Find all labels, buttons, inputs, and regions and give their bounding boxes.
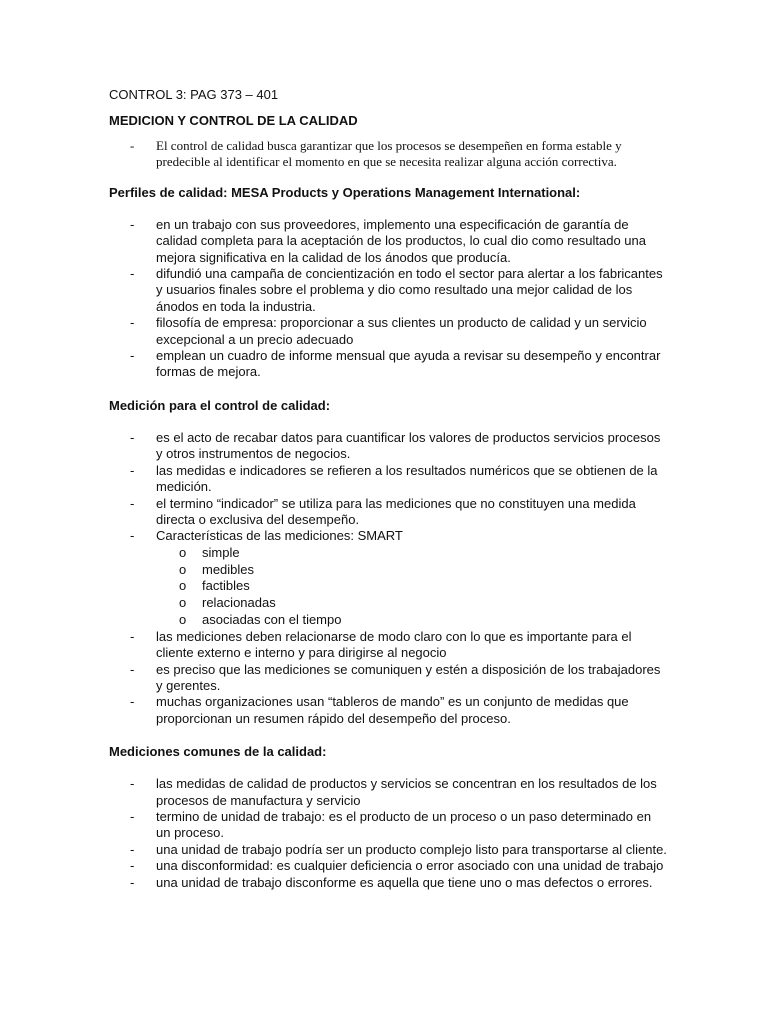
list-item-text: difundió una campaña de concientización en todo el sector para alertar a los fabricantes y usuarios finales sobre el problema y dio como resultado una mejor calidad de los ánodos en toda la industria.: [156, 266, 663, 314]
list-item: [109, 776, 669, 809]
circle-bullet: o: [179, 561, 187, 577]
dash-bullet: -: [130, 429, 135, 445]
sub-list-item: [156, 578, 669, 595]
list-item: [109, 430, 669, 463]
dash-bullet: -: [130, 348, 135, 364]
circle-bullet: o: [179, 544, 187, 560]
intro-text: El control de calidad busca garantizar que los procesos se desempeñen en forma estable y predecible al identificar el momento en que se necesita realizar alguna acción correctiva.: [156, 138, 622, 170]
dash-bullet: -: [130, 874, 135, 890]
dash-bullet: -: [130, 495, 135, 511]
intro-list: [109, 138, 669, 171]
list-item-text: las medidas e indicadores se refieren a los resultados numéricos que se obtienen de la medición.: [156, 462, 658, 495]
list-item: [109, 528, 669, 628]
list-item: [109, 842, 669, 858]
list-item-text: emplean un cuadro de informe mensual que ayuda a revisar su desempeño y encontrar formas de mejora.: [156, 348, 661, 380]
list-item-text: las medidas de calidad de productos y servicios se concentran en los resultados de los procesos de manufactura y servicio: [156, 776, 657, 808]
list-item: [109, 694, 669, 727]
dash-bullet: -: [130, 216, 135, 232]
intro-item: [109, 138, 669, 171]
sub-list-item: [156, 612, 669, 629]
list-item: [109, 858, 669, 874]
list-item: [109, 496, 669, 529]
list-item: [109, 629, 669, 662]
dash-bullet: -: [130, 315, 135, 331]
circle-bullet: o: [179, 578, 187, 594]
control-line: CONTROL 3: PAG 373 – 401: [109, 87, 279, 102]
list-item-text: Características de las mediciones: SMART: [156, 528, 403, 544]
dash-bullet: -: [130, 266, 135, 282]
sub-list-item-text: simple: [202, 544, 240, 560]
list-item: [109, 217, 669, 266]
section-heading-perfiles: Perfiles de calidad: MESA Products y Operations Management International:: [109, 184, 581, 200]
list-item: [109, 809, 669, 842]
list-item-text: termino de unidad de trabajo: es el producto de un proceso o un paso determinado en un proceso.: [156, 808, 652, 841]
sub-list-item-text: relacionadas: [202, 595, 276, 611]
sub-list-item: [156, 545, 669, 562]
dash-bullet: -: [130, 528, 135, 544]
dash-bullet: -: [130, 138, 135, 153]
dash-bullet: -: [130, 462, 135, 478]
document-page: [109, 87, 669, 891]
sub-list-item-text: medibles: [202, 561, 255, 577]
list-item-text: filosofía de empresa: proporcionar a sus clientes un producto de calidad y un servicio excepcional a un precio adecuado: [156, 315, 647, 347]
sub-list-item: [156, 595, 669, 612]
dash-bullet: -: [130, 776, 135, 792]
list-item: [109, 463, 669, 496]
section-heading-mediciones-comunes: Mediciones comunes de la calidad:: [109, 744, 327, 760]
document-title: MEDICION Y CONTROL DE LA CALIDAD: [109, 113, 358, 128]
list-item-text: es el acto de recabar datos para cuantificar los valores de productos servicios procesos y otros instrumentos de negocios.: [156, 429, 661, 462]
list-item-text: el termino “indicador” se utiliza para las mediciones que no constituyen una medida directa o exclusiva del desempeño.: [156, 495, 636, 527]
circle-bullet: o: [179, 595, 187, 611]
section-heading-medicion: Medición para el control de calidad:: [109, 397, 331, 413]
mediciones-comunes-list: [109, 776, 669, 891]
dash-bullet: -: [130, 661, 135, 677]
list-item-text: en un trabajo con sus proveedores, implemento una especificación de garantía de calidad completa para la aceptación de los productos, lo cual dio como resultado una mejora significativa en la calidad de los ánodos que producía.: [156, 216, 646, 265]
list-item-text: las mediciones deben relacionarse de modo claro con lo que es importante para el cliente externo e interno y para dirigirse al negocio: [156, 628, 632, 661]
dash-bullet: -: [130, 841, 135, 857]
dash-bullet: -: [130, 694, 135, 710]
list-item-text: muchas organizaciones usan “tableros de mando” es un conjunto de medidas que proporcionan un resumen rápido del desempeño del proceso.: [156, 694, 629, 726]
list-item: [109, 875, 669, 891]
perfiles-list: [109, 217, 669, 381]
list-item-text: es preciso que las mediciones se comuniquen y estén a disposición de los trabajadores y gerentes.: [156, 661, 661, 693]
circle-bullet: o: [179, 611, 187, 627]
list-item: [109, 266, 669, 315]
sub-list-item: [156, 562, 669, 579]
dash-bullet: -: [130, 808, 135, 824]
list-item: [109, 315, 669, 348]
list-item-text: una disconformidad: es cualquier deficiencia o error asociado con una unidad de trabajo: [156, 858, 664, 874]
list-item: [109, 662, 669, 695]
sub-list-item-text: asociadas con el tiempo: [202, 611, 342, 627]
sub-list-item-text: factibles: [202, 578, 250, 594]
list-item-text: una unidad de trabajo disconforme es aquella que tiene uno o mas defectos o errores.: [156, 874, 653, 890]
smart-sublist: [156, 545, 669, 629]
list-item-text: una unidad de trabajo podría ser un producto complejo listo para transportarse al cliente.: [156, 841, 667, 857]
dash-bullet: -: [130, 628, 135, 644]
medicion-list: [109, 430, 669, 727]
dash-bullet: -: [130, 858, 135, 874]
list-item: [109, 348, 669, 381]
